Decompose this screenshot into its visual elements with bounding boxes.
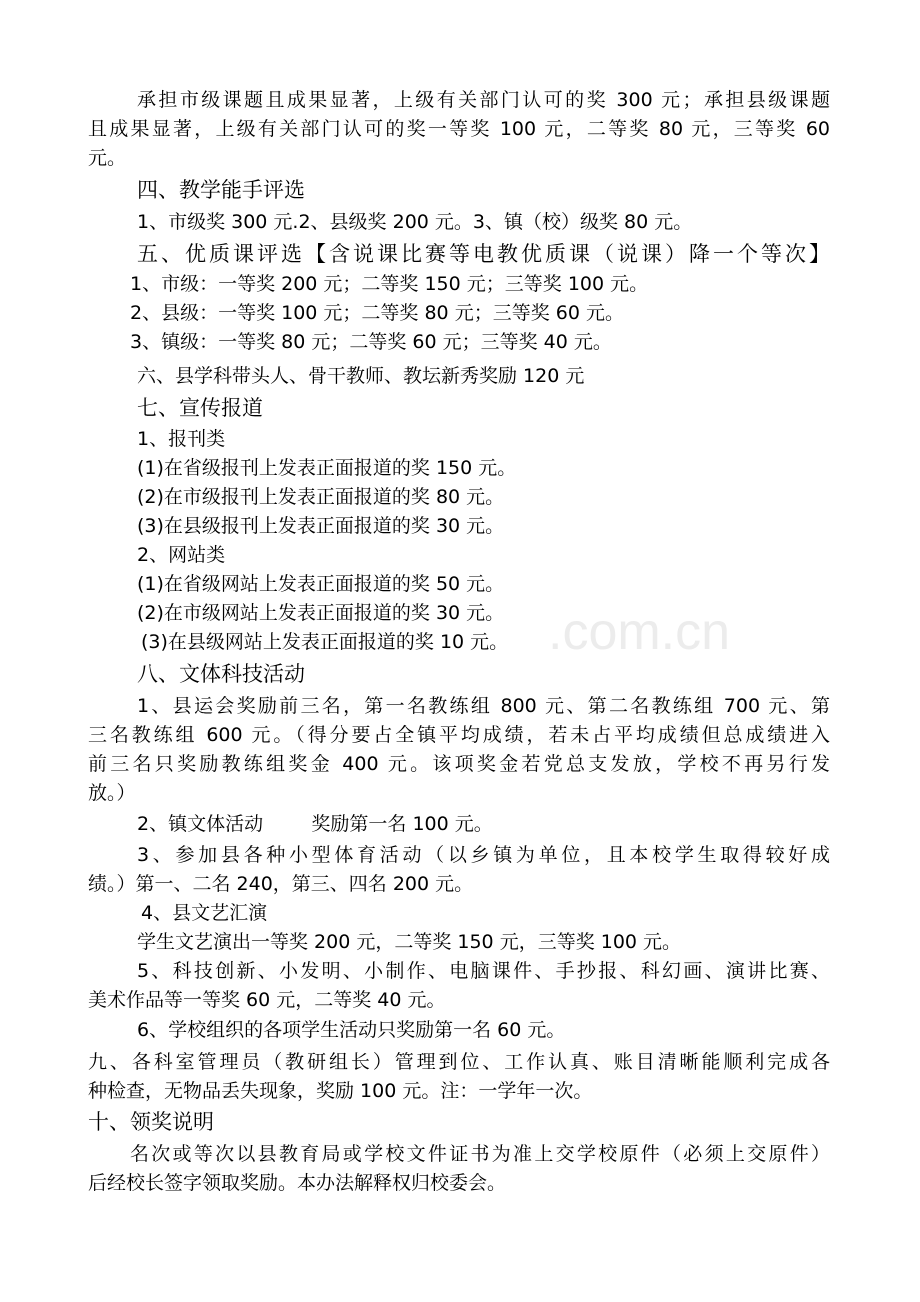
list-item: 6、学校组织的各项学生活动只奖励第一名 60 元。: [137, 1019, 566, 1041]
paragraph-line: 种检查，无物品丢失现象，奖励 100 元。注：一学年一次。: [88, 1080, 593, 1102]
list-item: 2、镇文体活动 奖励第一名 100 元。: [137, 813, 493, 835]
paragraph-line: 1、县运会奖励前三名，第一名教练组 800 元、第二名教练组 700 元、第: [137, 695, 830, 717]
paragraph-line: 前三名只奖励教练组奖金 400 元。该项奖金若党总支发放，学校不再另行发: [88, 753, 830, 775]
paragraph-line: 名次或等次以县教育局或学校文件证书为准上交学校原件（必须上交原件）: [130, 1143, 830, 1165]
section-heading: 七、宣传报道: [137, 396, 263, 420]
list-item: (2)在市级网站上发表正面报道的奖 30 元。: [137, 602, 505, 624]
list-item: 2、县级：一等奖 100 元；二等奖 80 元；三等奖 60 元。: [130, 302, 624, 324]
paragraph-line: 5、科技创新、小发明、小制作、电脑课件、手抄报、科幻画、演讲比赛、: [137, 960, 830, 982]
list-item: (3)在县级网站上发表正面报道的奖 10 元。: [141, 631, 509, 653]
section-heading: 四、教学能手评选: [137, 178, 305, 202]
list-item: (1)在省级网站上发表正面报道的奖 50 元。: [137, 573, 505, 595]
section-heading: 八、文体科技活动: [137, 662, 305, 686]
list-item: 1、市级：一等奖 200 元；二等奖 150 元；三等奖 100 元。: [130, 273, 649, 295]
paragraph-line: 三名教练组 600 元。（得分要占全镇平均成绩，若未占平均成绩但总成绩进入: [88, 724, 830, 746]
paragraph-line: 元。: [88, 147, 127, 169]
list-item: 3、镇级：一等奖 80 元；二等奖 60 元；三等奖 40 元。: [130, 331, 612, 353]
section-heading: 六、县学科带头人、骨干教师、教坛新秀奖励 120 元: [137, 365, 585, 387]
list-item: (3)在县级报刊上发表正面报道的奖 30 元。: [137, 515, 505, 537]
section-heading: 十、领奖说明: [88, 1110, 214, 1134]
paragraph-line: 美术作品等一等奖 60 元，二等奖 40 元。: [88, 989, 446, 1011]
sub-heading: 2、网站类: [137, 544, 226, 566]
section-heading: 九、各科室管理员（教研组长）管理到位、工作认真、账目清晰能顺利完成各: [88, 1051, 830, 1073]
paragraph-line: 放。）: [88, 782, 136, 804]
paragraph-line: 3、参加县各种小型体育活动（以乡镇为单位，且本校学生取得较好成: [137, 844, 830, 866]
list-item: 1、市级奖 300 元.2、县级奖 200 元。3、镇（校）级奖 80 元。: [137, 211, 693, 233]
list-item: (1)在省级报刊上发表正面报道的奖 150 元。: [137, 457, 517, 479]
sub-heading: 4、县文艺汇演: [141, 902, 268, 924]
paragraph-line: 且成果显著，上级有关部门认可的奖一等奖 100 元，二等奖 80 元，三等奖 60: [88, 118, 830, 140]
section-heading: 五、优质课评选【含说课比赛等电教优质课（说课）降一个等次】: [137, 242, 830, 266]
paragraph-line: 学生文艺演出一等奖 200 元，二等奖 150 元，三等奖 100 元。: [137, 931, 682, 953]
paragraph-line: 承担市级课题且成果显著，上级有关部门认可的奖 300 元；承担县级课题: [137, 89, 830, 111]
list-item: (2)在市级报刊上发表正面报道的奖 80 元。: [137, 486, 505, 508]
sub-heading: 1、报刊类: [137, 428, 226, 450]
watermark: .com.cn: [548, 603, 731, 661]
paragraph-line: 绩。）第一、二名 240，第三、四名 200 元。: [88, 873, 474, 895]
paragraph-line: 后经校长签字领取奖励。本办法解释权归校委会。: [88, 1172, 507, 1194]
